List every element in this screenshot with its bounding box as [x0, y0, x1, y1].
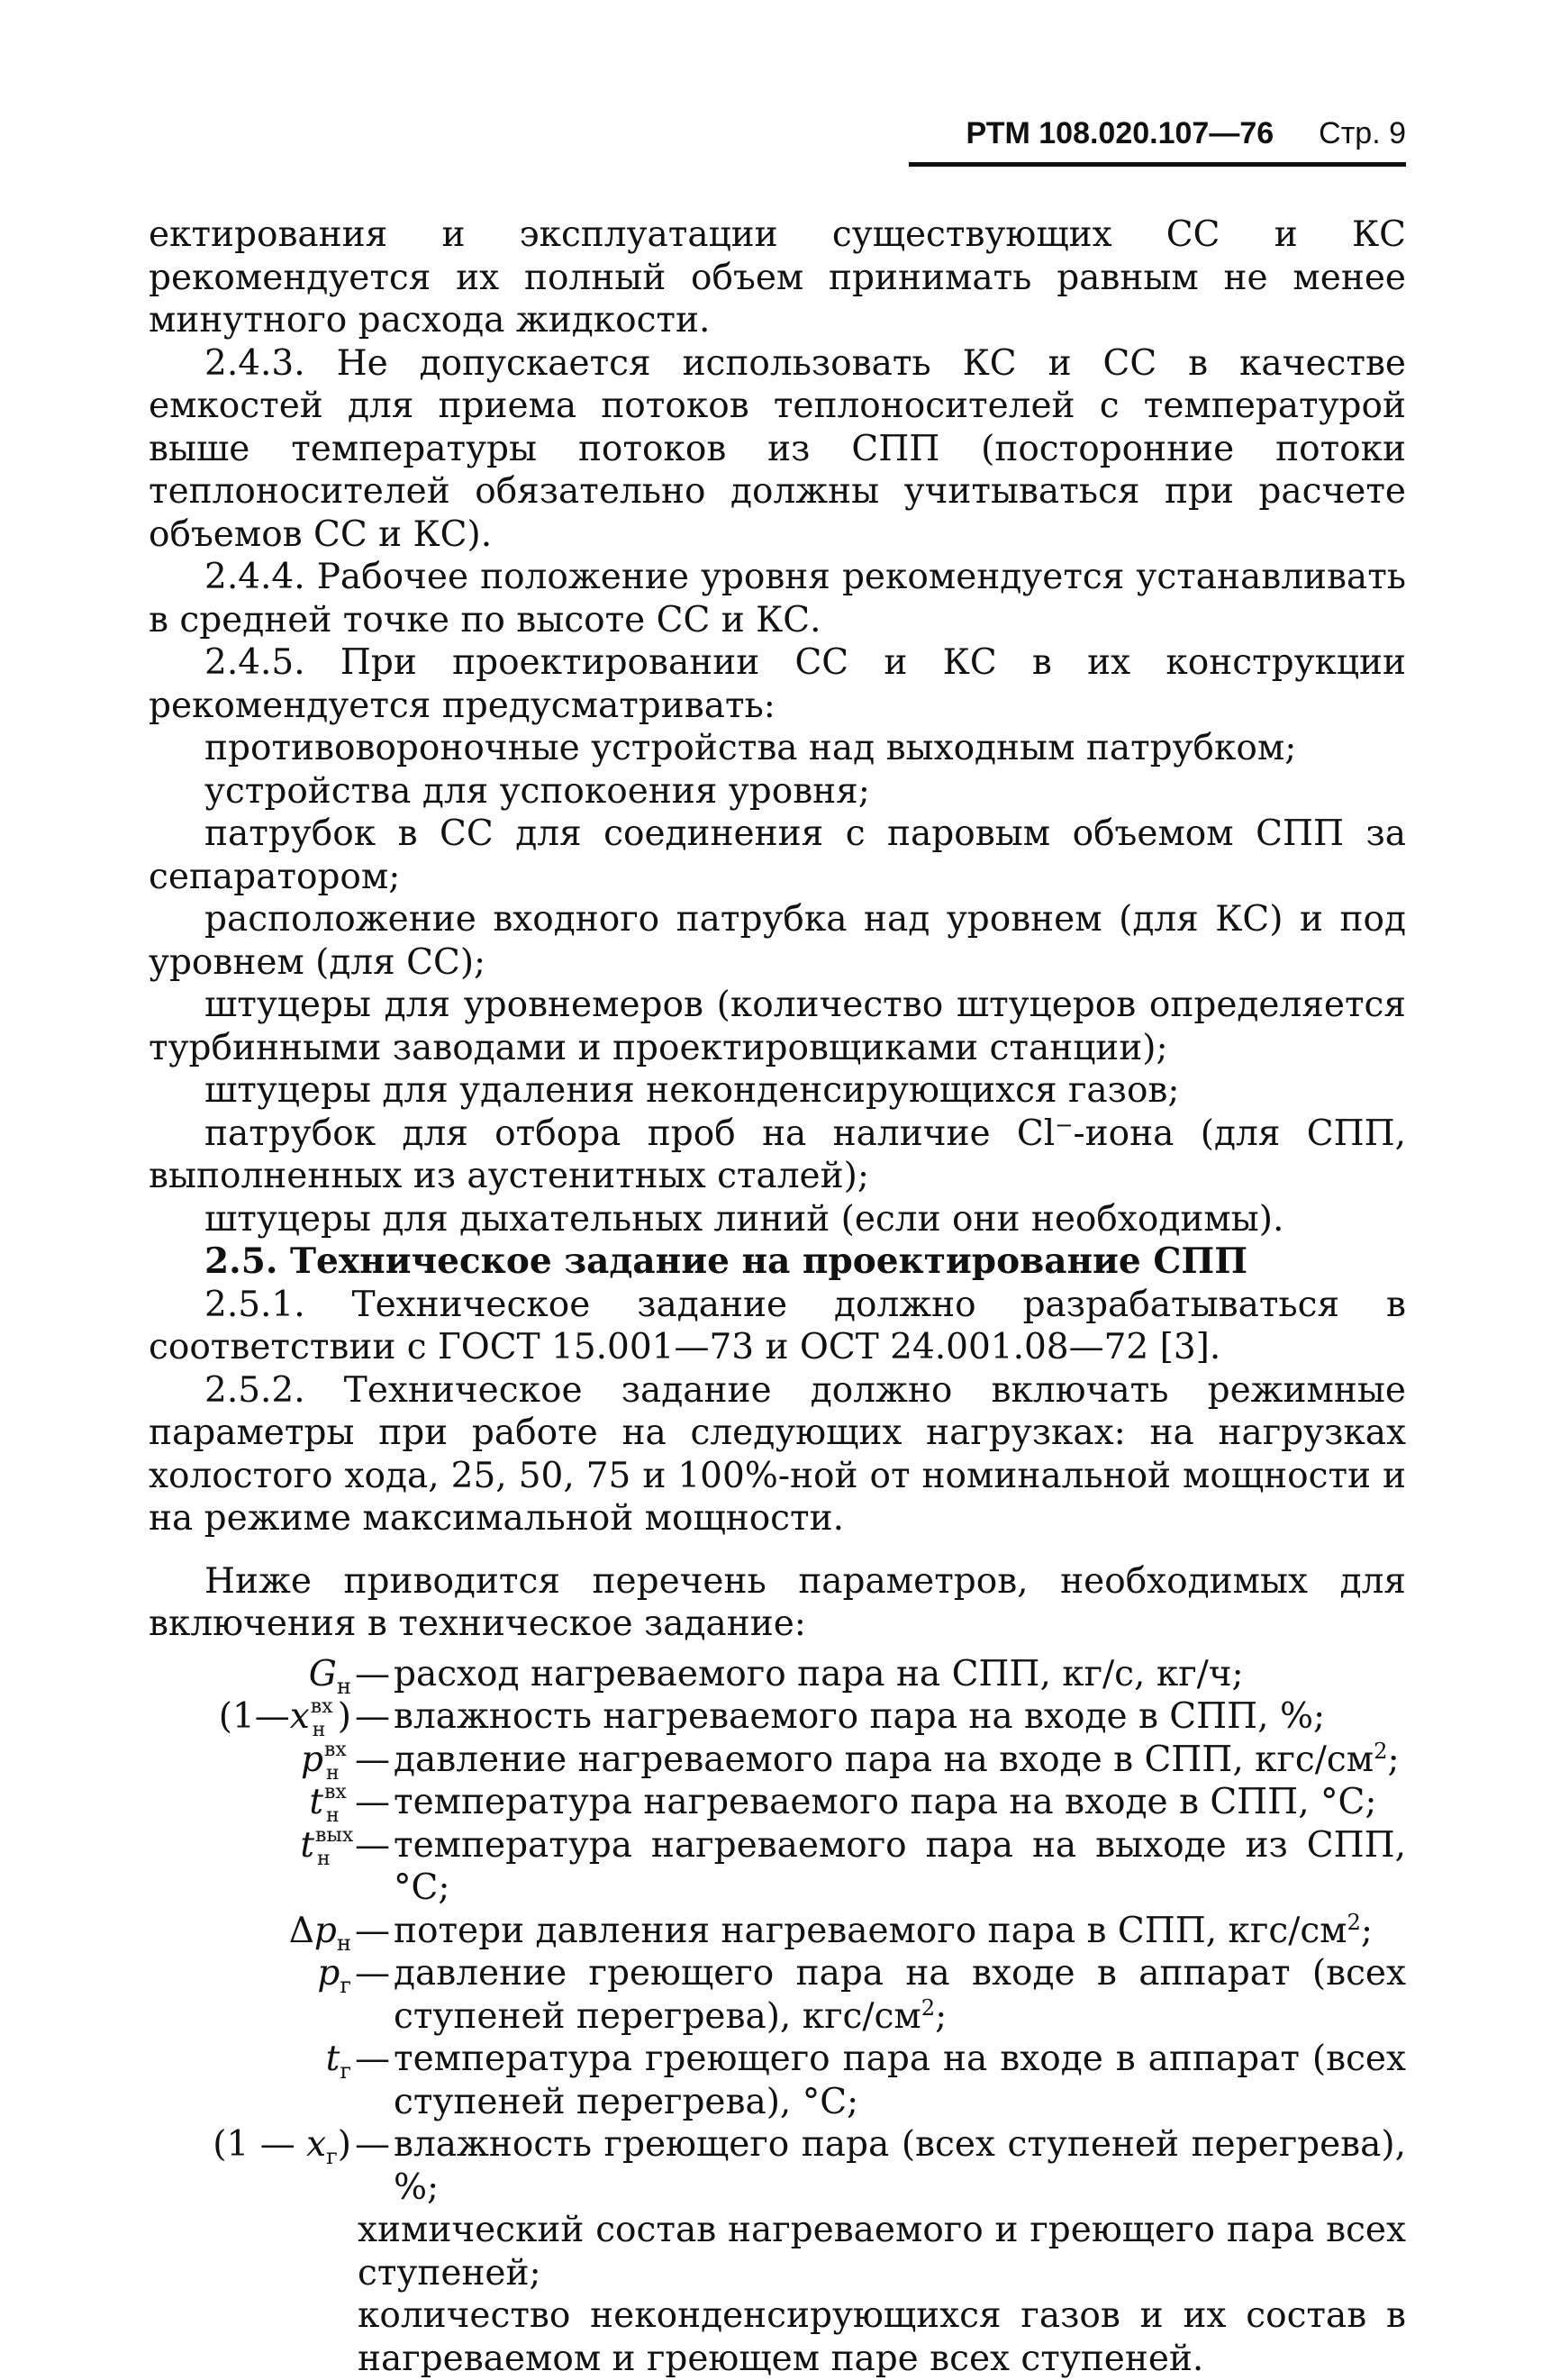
- parameter-row: [149, 1952, 1406, 2038]
- parameters-intro: Ниже приводится перечень параметров, необходимых для включения в техническое задание:: [149, 1560, 1406, 1646]
- list-item: противовороночные устройства над выходным патрубком;: [149, 727, 1406, 770]
- list-item: штуцеры для дыхательных линий (если они необходимы).: [149, 1198, 1406, 1241]
- paragraph-2-5-2: 2.5.2. Техническое задание должно включать режимные параметры при работе на следующих нагрузках: на нагрузках холостого хода, 25, 50, 75 и 100%-ной от номинальной мощности и на режиме максимальной мощности.: [149, 1369, 1406, 1540]
- paragraph-continuation: ектирования и эксплуатации существующих СС и КС рекомендуется их полный объем принимать равным не менее минутного расхода жидкости.: [149, 213, 1406, 342]
- parameter-row: [149, 2038, 1406, 2123]
- parameter-description: температура нагреваемого пара на входе в СПП, °С;: [394, 1781, 1406, 1824]
- parameter-symbol: $G_н$: [149, 1653, 351, 1696]
- parameter-description: температура греющего пара на входе в аппарат (всех ступеней перегрева), °С;: [394, 2038, 1406, 2123]
- paragraph-2-4-4: 2.4.4. Рабочее положение уровня рекомендуется устанавливать в средней точке по высоте СС и КС.: [149, 556, 1406, 641]
- list-item: штуцеры для уровнемеров (количество штуцеров определяется турбинными заводами и проектировщиками станции);: [149, 984, 1406, 1069]
- parameter-row: [149, 2123, 1406, 2209]
- page-number: Стр. 9: [1319, 116, 1406, 150]
- dash: —: [351, 2123, 394, 2167]
- paragraph-2-5-1: 2.5.1. Техническое задание должно разрабатываться в соответствии с ГОСТ 15.001—73 и ОСТ 24.001.08—72 [3].: [149, 1284, 1406, 1369]
- parameter-symbol: (1 — $x_г$): [149, 2123, 351, 2167]
- parameter-symbol: $p_г$: [149, 1952, 351, 1995]
- chloride-superscript: −: [1055, 1113, 1073, 1138]
- parameter-row: [149, 1739, 1406, 1782]
- paragraph-2-4-5: 2.4.5. При проектировании СС и КС в их конструкции рекомендуется предусматривать:: [149, 641, 1406, 727]
- document-page: [149, 115, 1406, 2380]
- list-item-text: патрубок для отбора проб на наличие Cl: [204, 1113, 1055, 1154]
- parameter-symbol: $t_г$: [149, 2038, 351, 2081]
- dash: —: [351, 1653, 394, 1696]
- parameter-symbol: $\Delta p_н$: [149, 1910, 351, 1953]
- list-item: устройства для успокоения уровня;: [149, 770, 1406, 813]
- parameter-description: давление нагреваемого пара на входе в СПП, кгс/$см^2$;: [394, 1739, 1406, 1782]
- parameter-description: влажность греющего пара (всех ступеней перегрева), %;: [394, 2123, 1406, 2209]
- parameter-symbol: (1—x вх н ): [149, 1695, 351, 1739]
- parameter-description: потери давления нагреваемого пара в СПП, кгс/$см^2$;: [394, 1910, 1406, 1953]
- parameter-description: влажность нагреваемого пара на входе в СПП, %;: [394, 1695, 1406, 1739]
- paragraph-2-4-3: 2.4.3. Не допускается использовать КС и СС в качестве емкостей для приема потоков теплоносителей с температурой выше температуры потоков из СПП (посторонние потоки теплоносителей обязательно должны учитываться при расчете объемов СС и КС).: [149, 342, 1406, 557]
- parameter-row: [149, 1695, 1406, 1739]
- parameter-list: [149, 1653, 1406, 2380]
- dash: —: [351, 1695, 394, 1739]
- list-item-text: -иона (для СПП, выполненных из аустенитных сталей);: [149, 1113, 1406, 1197]
- spacer: [149, 1540, 1406, 1560]
- dash: —: [351, 2038, 394, 2081]
- page-header: [909, 115, 1406, 167]
- dash: —: [351, 1910, 394, 1953]
- list-item: штуцеры для удаления неконденсирующихся газов;: [149, 1069, 1406, 1113]
- parameter-description: давление греющего пара на входе в аппарат (всех ступеней перегрева), кгс/$см^2$;: [394, 1952, 1406, 2038]
- parameter-description: температура нагреваемого пара на выходе из СПП, °С;: [394, 1824, 1406, 1910]
- parameter-row: [149, 1653, 1406, 1696]
- dash: —: [351, 1952, 394, 1995]
- parameter-symbol: p вх н: [149, 1739, 351, 1782]
- section-heading: 2.5. Техническое задание на проектирование СПП: [149, 1240, 1406, 1284]
- list-item: расположение входного патрубка над уровнем (для КС) и под уровнем (для СС);: [149, 898, 1406, 984]
- parameter-description: расход нагреваемого пара на СПП, кг/с, кг/ч;: [394, 1653, 1406, 1696]
- parameter-continuation: химический состав нагреваемого и греющего пара всех ступеней;: [149, 2209, 1406, 2294]
- document-code: РТМ 108.020.107—76: [966, 116, 1274, 150]
- dash: —: [351, 1824, 394, 1867]
- parameter-row: [149, 1824, 1406, 1910]
- parameter-row: [149, 1781, 1406, 1824]
- parameter-continuation: количество неконденсирующихся газов и их состав в нагреваемом и греющем паре всех ступеней.: [149, 2294, 1406, 2380]
- parameter-row: [149, 1910, 1406, 1953]
- parameter-symbol: t вых н: [149, 1824, 351, 1867]
- list-item: [149, 1113, 1406, 1198]
- list-item: патрубок в СС для соединения с паровым объемом СПП за сепаратором;: [149, 813, 1406, 898]
- parameter-symbol: t вх н: [149, 1781, 351, 1824]
- dash: —: [351, 1739, 394, 1782]
- dash: —: [351, 1781, 394, 1824]
